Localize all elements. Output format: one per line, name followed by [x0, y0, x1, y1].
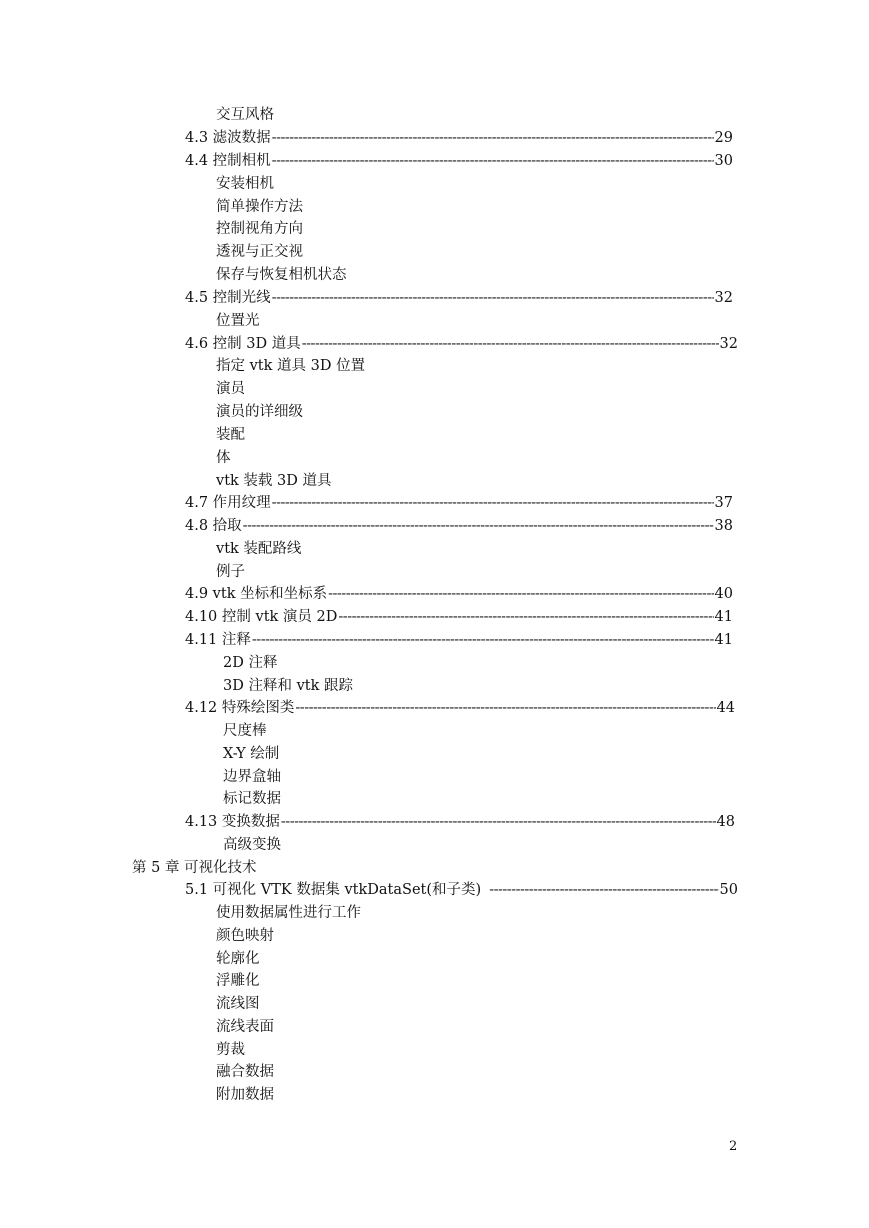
toc-item: 轮廓化 — [216, 951, 260, 967]
leader-dots — [302, 335, 719, 353]
leader-dots — [272, 494, 714, 512]
toc-entry-title: 5.1 可视化 VTK 数据集 vtkDataSet(和子类) — [185, 882, 482, 898]
toc-item: 融合数据 — [216, 1064, 274, 1080]
toc-item: vtk 装配路线 — [216, 541, 302, 557]
toc-entry-title: 4.13 变换数据 — [185, 814, 280, 830]
toc-entry-title: 4.6 控制 3D 道具 — [185, 336, 301, 352]
toc-item: 标记数据 — [223, 791, 281, 807]
toc-page-number: 50 — [719, 882, 738, 898]
toc-item: X-Y 绘制 — [223, 746, 280, 762]
leader-dots — [252, 631, 714, 649]
toc-entry — [185, 699, 735, 717]
toc-entry-title: 4.4 控制相机 — [185, 153, 271, 169]
toc-item: 简单操作方法 — [216, 199, 303, 215]
toc-entry — [185, 631, 733, 649]
toc-item: 指定 vtk 道具 3D 位置 — [216, 358, 366, 374]
toc-item: vtk 装载 3D 道具 — [216, 473, 332, 489]
toc-entry-title: 4.10 控制 vtk 演员 2D — [185, 609, 338, 625]
toc-item: 体 — [216, 450, 231, 466]
leader-dots — [272, 289, 714, 307]
leader-dots — [489, 881, 718, 899]
toc-entry-title: 4.12 特殊绘图类 — [185, 700, 295, 716]
toc-page-number: 48 — [716, 814, 735, 830]
toc-entry — [185, 494, 733, 512]
toc-entry — [185, 335, 738, 353]
leader-dots — [328, 585, 713, 603]
toc-page-number: 32 — [714, 290, 733, 306]
toc-page-number: 37 — [714, 495, 733, 511]
toc-entry — [185, 881, 738, 899]
chapter-heading: 第 5 章 可视化技术 — [132, 860, 257, 876]
leader-dots — [272, 129, 714, 147]
toc-item: 使用数据属性进行工作 — [216, 905, 361, 921]
toc-item: 控制视角方向 — [216, 221, 303, 237]
toc-page-number: 30 — [714, 153, 733, 169]
toc-page-number: 38 — [714, 518, 733, 534]
toc-entry-title: 4.9 vtk 坐标和坐标系 — [185, 586, 328, 602]
toc-item: 安装相机 — [216, 176, 274, 192]
toc-entry — [185, 813, 735, 831]
toc-page-number: 41 — [714, 632, 733, 648]
toc-page-number: 41 — [714, 609, 733, 625]
toc-item: 浮雕化 — [216, 973, 260, 989]
toc-entry-title: 4.7 作用纹理 — [185, 495, 271, 511]
toc-item: 保存与恢复相机状态 — [216, 267, 347, 283]
toc-item: 剪裁 — [216, 1042, 245, 1058]
leader-dots — [243, 517, 714, 535]
toc-page-number: 40 — [714, 586, 733, 602]
toc-item: 装配 — [216, 427, 245, 443]
toc-entry-title: 4.3 滤波数据 — [185, 130, 271, 146]
toc-item: 尺度棒 — [223, 723, 267, 739]
toc-page-number: 29 — [714, 130, 733, 146]
toc-item: 交互风格 — [216, 107, 274, 123]
toc-item: 边界盒轴 — [223, 769, 281, 785]
page-number: 2 — [729, 1139, 738, 1154]
toc-page-number: 44 — [716, 700, 735, 716]
toc-entry — [185, 289, 733, 307]
toc-entry-title: 4.5 控制光线 — [185, 290, 271, 306]
toc-item: 2D 注释 — [223, 655, 278, 671]
toc-item: 位置光 — [216, 313, 260, 329]
toc-entry-title: 4.8 拾取 — [185, 518, 242, 534]
toc-item: 流线表面 — [216, 1019, 274, 1035]
toc-entry — [185, 152, 733, 170]
toc-item: 透视与正交视 — [216, 244, 303, 260]
toc-entry — [185, 608, 733, 626]
toc-item: 高级变换 — [223, 837, 281, 853]
leader-dots — [272, 152, 714, 170]
toc-entry — [185, 517, 733, 535]
leader-dots — [281, 813, 716, 831]
toc-item: 流线图 — [216, 996, 260, 1012]
toc-item: 演员 — [216, 381, 245, 397]
leader-dots — [338, 608, 713, 626]
toc-item: 演员的详细级 — [216, 404, 303, 420]
toc-item: 例子 — [216, 564, 245, 580]
toc-item: 3D 注释和 vtk 跟踪 — [223, 678, 353, 694]
toc-entry — [185, 585, 733, 603]
toc-entry-title: 4.11 注释 — [185, 632, 251, 648]
toc-item: 颜色映射 — [216, 928, 274, 944]
toc-entry — [185, 129, 733, 147]
toc-item: 附加数据 — [216, 1087, 274, 1103]
leader-dots — [295, 699, 715, 717]
toc-page-number: 32 — [719, 336, 738, 352]
